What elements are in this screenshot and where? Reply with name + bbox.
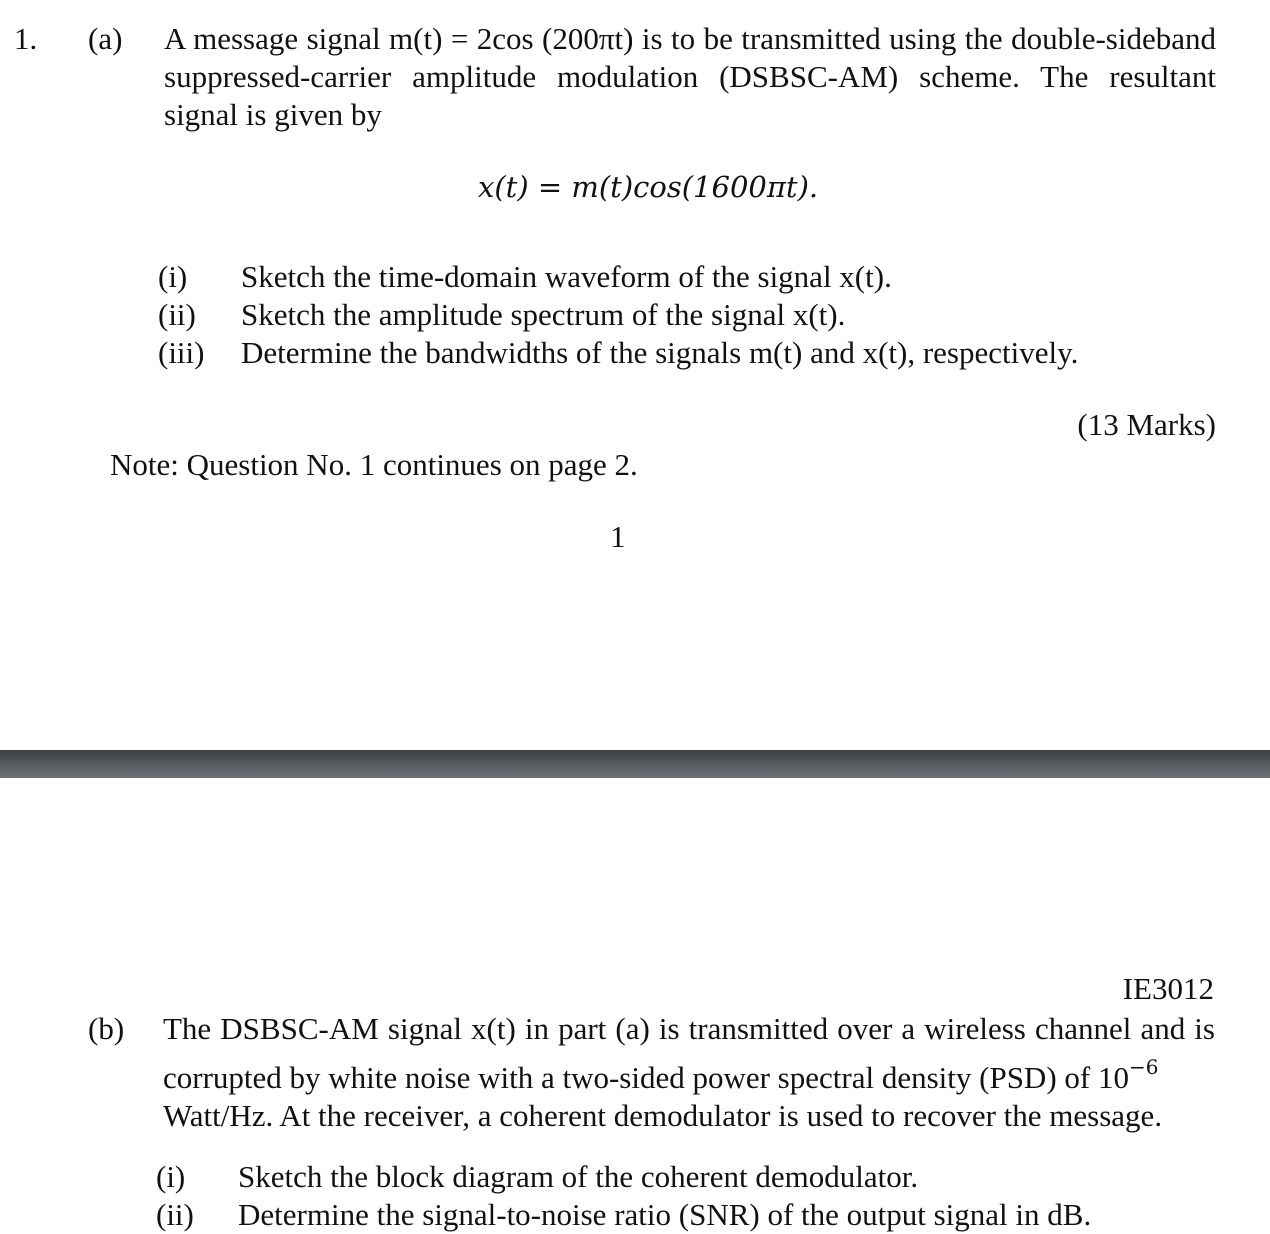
page-separator: [0, 750, 1270, 778]
part-b-text: [163, 1010, 1215, 1135]
exam-page-2: [0, 778, 1270, 1230]
part-b-text-end: Watt/Hz. At the receiver, a coherent demodulator is used to recover the message.: [163, 1098, 1163, 1133]
question-number: 1.: [14, 21, 38, 56]
subpart-a-ii-text: Sketch the amplitude spectrum of the signal x(t).: [241, 297, 846, 332]
subpart-a-ii-label: (ii): [158, 297, 196, 332]
continuation-note: Note: Question No. 1 continues on page 2.: [110, 447, 638, 482]
part-a-label: (a): [88, 21, 123, 56]
page-number: 1: [610, 519, 626, 554]
marks-label: (13 Marks): [1077, 407, 1216, 442]
subpart-a-iii-text: Determine the bandwidths of the signals m(t) and x(t), respectively.: [241, 335, 1079, 370]
part-a-intro: A message signal m(t) = 2cos (200πt) is to be transmitted using the double-sideband suppressed-carrier amplitude modulation (DSBSC-AM) scheme. The resultant signal is given by: [164, 21, 1216, 132]
subpart-a-i-text: Sketch the time-domain waveform of the signal x(t).: [241, 259, 892, 294]
subpart-a-i-label: (i): [158, 259, 188, 294]
part-b-label: (b): [88, 1011, 125, 1046]
psd-exponent: −6: [1128, 1055, 1159, 1079]
subpart-b-ii-text: Determine the signal-to-noise ratio (SNR) of the output signal in dB.: [238, 1197, 1092, 1232]
modulated-signal-equation: x(t) = m(t)cos(1600πt).: [478, 170, 819, 204]
course-code: IE3012: [1122, 971, 1214, 1006]
subpart-a-iii-label: (iii): [158, 335, 205, 370]
subpart-b-i-text: Sketch the block diagram of the coherent demodulator.: [238, 1159, 919, 1194]
subpart-b-i-label: (i): [156, 1159, 186, 1194]
part-b-text-main: The DSBSC-AM signal x(t) in part (a) is transmitted over a wireless channel and is corrupted by white noise with a two-sided power spectral density (PSD) of 10: [163, 1011, 1215, 1095]
subpart-b-ii-label: (ii): [156, 1197, 194, 1232]
